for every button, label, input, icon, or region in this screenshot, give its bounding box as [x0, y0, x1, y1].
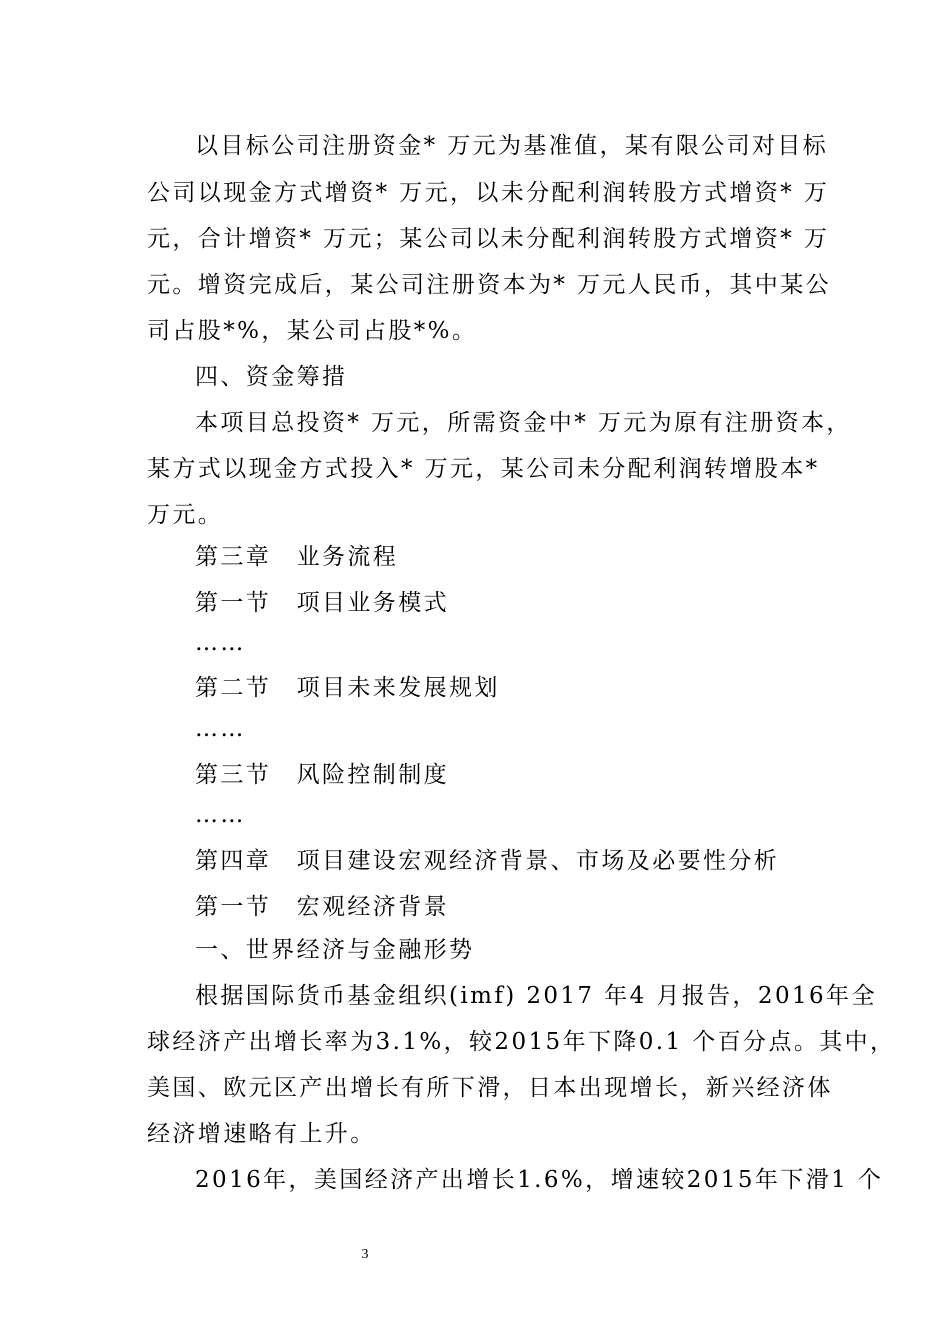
- ellipsis-placeholder: ……: [195, 630, 246, 656]
- paragraph-line: 根据国际货币基金组织(imf) 2017 年4 月报告，2016年全: [195, 983, 877, 1009]
- paragraph-line: 元，合计增资* 万元；某公司以未分配利润转股方式增资* 万: [147, 226, 830, 252]
- paragraph-line: 2016年，美国经济产出增长1.6%，增速较2015年下滑1 个: [195, 1167, 884, 1193]
- subsection-heading: 一、世界经济与金融形势: [195, 937, 475, 963]
- paragraph-line: 某方式以现金方式投入* 万元，某公司未分配利润转增股本*: [147, 456, 820, 482]
- paragraph-line: 本项目总投资* 万元，所需资金中* 万元为原有注册资本，: [195, 410, 852, 436]
- paragraph-line: 球经济产出增长率为3.1%，较2015年下降0.1 个百分点。其中，: [147, 1029, 896, 1055]
- chapter-heading: 第四章 项目建设宏观经济背景、市场及必要性分析: [195, 848, 780, 874]
- paragraph-line: 美国、欧元区产出增长有所下滑，日本出现增长，新兴经济体: [147, 1075, 833, 1101]
- chapter-heading: 第三章 业务流程: [195, 544, 399, 570]
- paragraph-line: 元。增资完成后，某公司注册资本为* 万元人民币，其中某公: [147, 272, 832, 298]
- section-heading: 第三节 风险控制制度: [195, 762, 449, 788]
- paragraph-line: 万元。: [147, 502, 224, 528]
- paragraph-line: 经济增速略有上升。: [147, 1121, 376, 1147]
- section-heading: 第一节 项目业务模式: [195, 590, 449, 616]
- ellipsis-placeholder: ……: [195, 716, 246, 742]
- section-heading: 第二节 项目未来发展规划: [195, 675, 500, 701]
- section-heading: 四、资金筹措: [195, 364, 348, 390]
- paragraph-line: 司占股*%，某公司占股*%。: [147, 318, 478, 344]
- page-number: 3: [361, 1247, 369, 1262]
- ellipsis-placeholder: ……: [195, 802, 246, 828]
- paragraph-line: 公司以现金方式增资* 万元，以未分配利润转股方式增资* 万: [147, 180, 830, 206]
- section-heading: 第一节 宏观经济背景: [195, 894, 449, 920]
- paragraph-line: 以目标公司注册资金* 万元为基准值，某有限公司对目标: [195, 133, 829, 159]
